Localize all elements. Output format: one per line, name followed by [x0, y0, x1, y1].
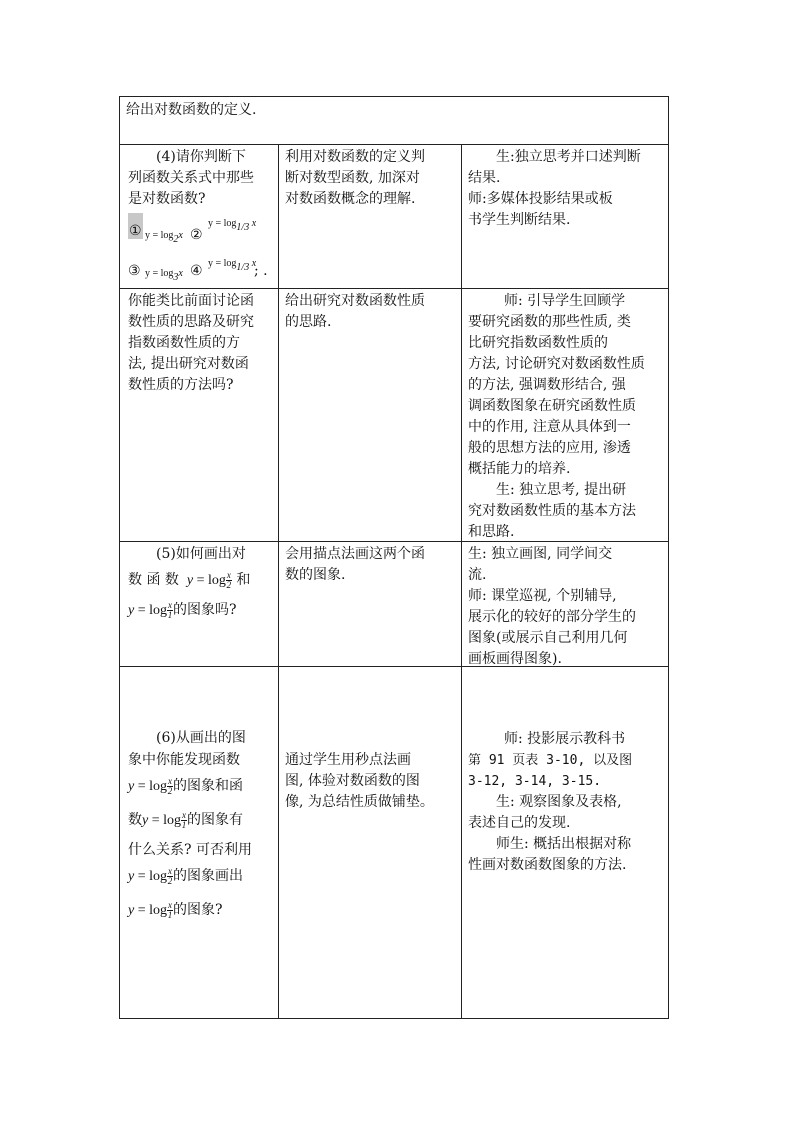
- formula-tail: ; .: [254, 263, 268, 279]
- cell-text: 的图象有: [187, 812, 244, 828]
- cell-text: 数 函 数: [128, 572, 179, 588]
- purpose-6-cell: [285, 750, 457, 813]
- cell-line: 图, 体验对数函数的图: [285, 773, 420, 789]
- cell-line: 的方法, 强调数形结合, 强: [468, 377, 626, 393]
- question-4-cell: [128, 147, 274, 283]
- cell-line: 第 91 页表 3-10, 以及图: [468, 753, 633, 768]
- cell-line: 概括能力的培养.: [468, 461, 571, 477]
- purpose-5-cell: [285, 544, 457, 586]
- purpose-properties-cell: [285, 291, 457, 333]
- purpose-4-cell: [285, 147, 457, 210]
- cell-line: 3-12, 3-14, 3-15.: [468, 774, 602, 789]
- cell-line: 要研究函数的那些性质, 类: [468, 314, 631, 330]
- cell-line: [128, 895, 274, 929]
- activity-properties-cell: [468, 291, 664, 543]
- formula-4: y = log1/3 x: [208, 258, 257, 273]
- question-properties-cell: [128, 291, 274, 396]
- formula-log2: y = log $\frac{x}{2}$: [183, 570, 232, 591]
- formula-1: y = log2x: [145, 230, 183, 245]
- cell-line: 表述自己的发现.: [468, 815, 571, 831]
- cell-line: 生: 观察图象及表格,: [496, 794, 622, 810]
- cell-line: 断对数型函数, 加深对: [285, 170, 420, 186]
- cell-line: 指数函数性质的方: [128, 335, 240, 351]
- cell-line: 方法, 讨论研究对数函数性质: [468, 356, 645, 372]
- cell-line: [128, 565, 274, 595]
- cell-line: (6)从画出的图: [156, 730, 246, 746]
- cell-line: [128, 861, 274, 895]
- activity-4-cell: [468, 147, 664, 231]
- cell-line: 展示化的较好的部分学生的: [468, 609, 636, 625]
- formula-row-2: [128, 253, 274, 283]
- cell-line: 流.: [468, 567, 487, 583]
- cell-line: 性画对数函数图象的方法.: [468, 857, 627, 873]
- cell-line: [128, 805, 274, 839]
- row-divider: [120, 144, 668, 145]
- question-4-line: (4)请你判断下: [156, 149, 246, 165]
- cell-line: 法, 提出研究对数函: [128, 356, 249, 372]
- formula-log-half: y = log $\frac{x}{1}$: [128, 600, 173, 621]
- cell-line: 和思路.: [468, 524, 515, 540]
- question-6-cell: [128, 727, 274, 929]
- formula-number: ④: [190, 263, 203, 279]
- cell-text: 的图象吗?: [173, 602, 237, 618]
- cell-text: 的图象画出: [173, 868, 244, 884]
- cell-line: 像, 为总结性质做铺垫。: [285, 794, 434, 810]
- question-4-line: 是对数函数?: [128, 191, 206, 207]
- formula-number: ①: [128, 213, 143, 239]
- formula-number: ③: [128, 263, 141, 279]
- cell-line: 般的思想方法的应用, 渗透: [468, 440, 631, 456]
- cell-text: 的图象?: [173, 902, 223, 918]
- cell-line: 师:多媒体投影结果或板: [468, 191, 613, 207]
- question-5-cell: [128, 544, 274, 629]
- cell-line: 象中你能发现函数: [128, 752, 240, 768]
- cell-line: 结果.: [468, 170, 501, 186]
- column-divider: [461, 144, 462, 1018]
- cell-line: 比研究指数函数性质的: [468, 335, 608, 351]
- cell-line: 图象(或展示自己利用几何: [468, 630, 628, 646]
- definition-text: 给出对数函数的定义.: [126, 102, 257, 118]
- cell-text: 和: [236, 572, 251, 588]
- cell-line: 画板画得图象).: [468, 651, 562, 667]
- cell-line: 数性质的思路及研究: [128, 314, 254, 330]
- activity-6-cell: [468, 729, 664, 876]
- cell-line: 会用描点法画这两个函: [285, 546, 425, 562]
- formula-3: y = log3x: [145, 268, 183, 283]
- cell-line: 中的作用, 注意从具体到一: [468, 419, 631, 435]
- cell-line: 师: 引导学生回顾学: [504, 293, 626, 309]
- cell-line: 利用对数函数的定义判: [285, 149, 425, 165]
- cell-line: (5)如何画出对: [156, 546, 246, 562]
- cell-line: [128, 595, 274, 629]
- cell-text: 数: [128, 812, 142, 828]
- cell-line: 什么关系? 可否利用: [128, 842, 252, 858]
- column-divider: [278, 144, 279, 1018]
- cell-line: 数的图象.: [285, 567, 346, 583]
- cell-line: 数性质的方法吗?: [128, 377, 234, 393]
- cell-line: 通过学生用秒点法画: [285, 752, 411, 768]
- cell-line: 生: 独立思考, 提出研: [496, 482, 627, 498]
- cell-line: 的思路.: [285, 314, 332, 330]
- activity-5-cell: [468, 544, 664, 670]
- formula-row-1: [128, 213, 274, 243]
- row-divider: [120, 288, 668, 289]
- formula-log2: y = log $\frac{x}{2}$: [128, 776, 173, 797]
- formula-2: y = log1/3 x: [208, 218, 257, 233]
- cell-line: 你能类比前面讨论函: [128, 293, 254, 309]
- formula-log-half: y = log $\frac{x}{1}$: [142, 810, 187, 831]
- cell-line: 师生: 概括出根据对称: [496, 836, 632, 852]
- cell-line: [128, 771, 274, 805]
- formula-number: ②: [190, 227, 203, 243]
- definition-row: [126, 100, 656, 121]
- cell-line: 给出研究对数函数性质: [285, 293, 425, 309]
- cell-line: 师: 课堂巡视, 个别辅导,: [468, 588, 617, 604]
- cell-line: 生:独立思考并口述判断: [496, 149, 641, 165]
- cell-line: 究对数函数性质的基本方法: [468, 503, 636, 519]
- cell-line: 生: 独立画图, 同学间交: [468, 546, 613, 562]
- lesson-table: [119, 96, 669, 1019]
- cell-line: 调函数图象在研究函数性质: [468, 398, 636, 414]
- question-4-line: 列函数关系式中那些: [128, 170, 254, 186]
- cell-line: 师: 投影展示教科书: [504, 731, 626, 747]
- formula-log-half: y = log $\frac{x}{1}$: [128, 900, 173, 921]
- formula-log2: y = log $\frac{x}{2}$: [128, 866, 173, 887]
- cell-line: 书学生判断结果.: [468, 212, 571, 228]
- cell-text: 的图象和函: [173, 778, 244, 794]
- cell-line: 对数函数概念的理解.: [285, 191, 416, 207]
